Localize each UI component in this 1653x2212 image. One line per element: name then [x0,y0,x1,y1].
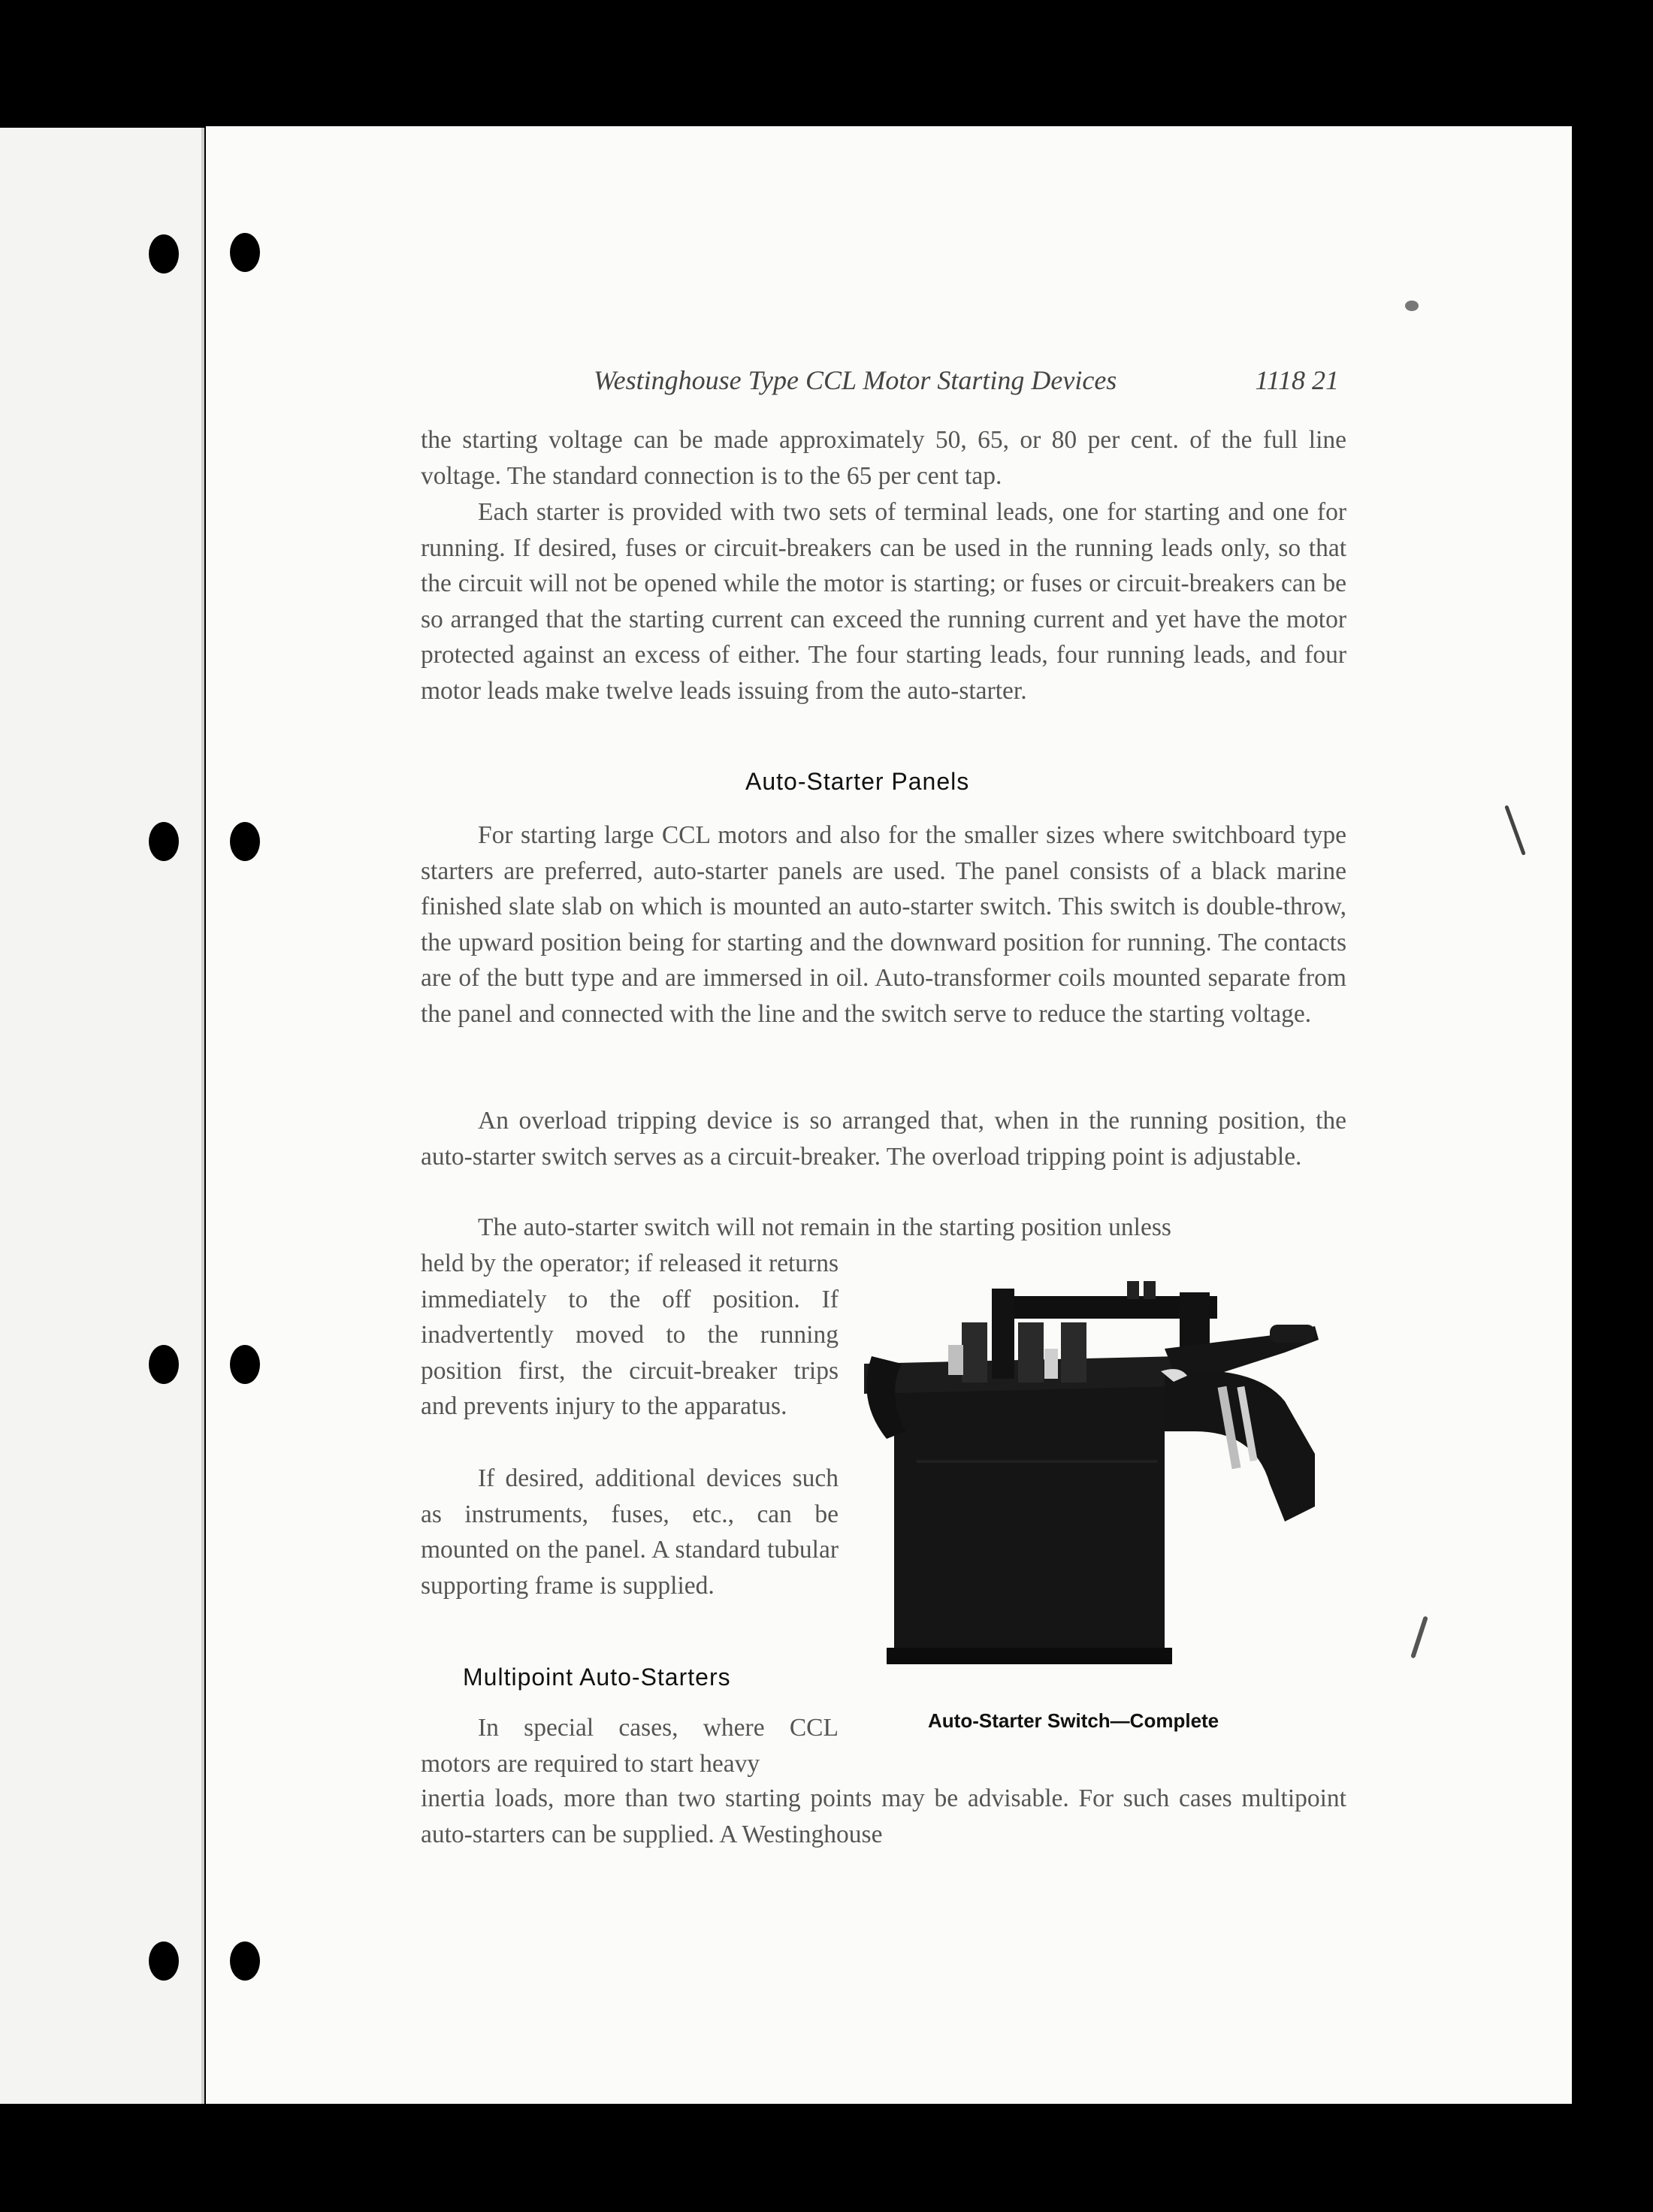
header-title: Westinghouse Type CCL Motor Starting Devices [594,365,1117,395]
previous-page-margin [201,128,204,2104]
page-number: 1118 21 [1255,365,1339,395]
paragraph-panels: For starting large CCL motors and also for the smaller sizes where switchboard type starters are preferred, auto-starter panels are used. The panel consists of a black marine finished slate slab on which is mounted an auto-starter switch. This switch is double-throw, the upward position being for starting and the downward position for running. The contacts are of the butt type and are immersed in oil. Auto-transformer coils mounted separate from the panel and connected with the line and the switch serve to reduce the starting voltage. [421,821,1346,1028]
auto-starter-switch-photo [864,1281,1345,1672]
binder-hole [149,234,179,273]
binder-hole [230,1345,260,1384]
running-header [594,364,1352,396]
heading-auto-starter-panels: Auto-Starter Panels [745,768,970,795]
binder-hole [230,1942,260,1981]
paragraph-overload: An overload tripping device is so arranged that, when in the running position, the auto-starter switch serves as a circuit-breaker. The overload tripping point is adjustable. [421,1107,1346,1171]
binder-hole [230,233,260,272]
paragraph-voltage: the starting voltage can be made approximately 50, 65, or 80 per cent. of the full line voltage. The standard connection is to the 65 per cent tap. [421,426,1346,490]
previous-page-edge [0,128,204,2104]
binder-hole [149,822,179,861]
paragraph-switch-continued: held by the operator; if released it returns immediately to the off position. If inadvertently moved to the running position first, the circuit-breaker trips and prevents injury to the apparatus. [421,1250,839,1420]
speck [1405,301,1419,311]
paragraph-terminal-leads: Each starter is provided with two sets of terminal leads, one for starting and one for running. If desired, fuses or circuit-breakers can be used in the running leads only, so that the circuit will not be opened while the motor is starting; or fuses or circuit-breakers can be so arranged that the starting current can exceed the running current and yet have the motor protected against an excess of either. The four starting leads, four running leads, and four motor leads make twelve leads issuing from the auto-starter. [421,498,1346,705]
binder-hole [149,1942,179,1981]
paragraph-additional-devices: If desired, additional devices such as instruments, fuses, etc., can be mounted on the panel. A standard tubular supporting frame is supplied. [421,1464,839,1600]
heading-multipoint-auto-starters: Multipoint Auto-Starters [463,1664,731,1691]
binder-hole [149,1345,179,1384]
binder-hole [230,822,260,861]
paragraph-multipoint-start: In special cases, where CCL motors are required to start heavy [421,1714,839,1778]
paragraph-switch-start: The auto-starter switch will not remain in the starting position unless [478,1213,1171,1241]
paragraph-multipoint-continued: inertia loads, more than two starting points may be advisable. For such cases multipoint auto-starters can be supplied. A Westinghouse [421,1784,1346,1848]
figure-caption: Auto-Starter Switch—Complete [928,1709,1219,1732]
